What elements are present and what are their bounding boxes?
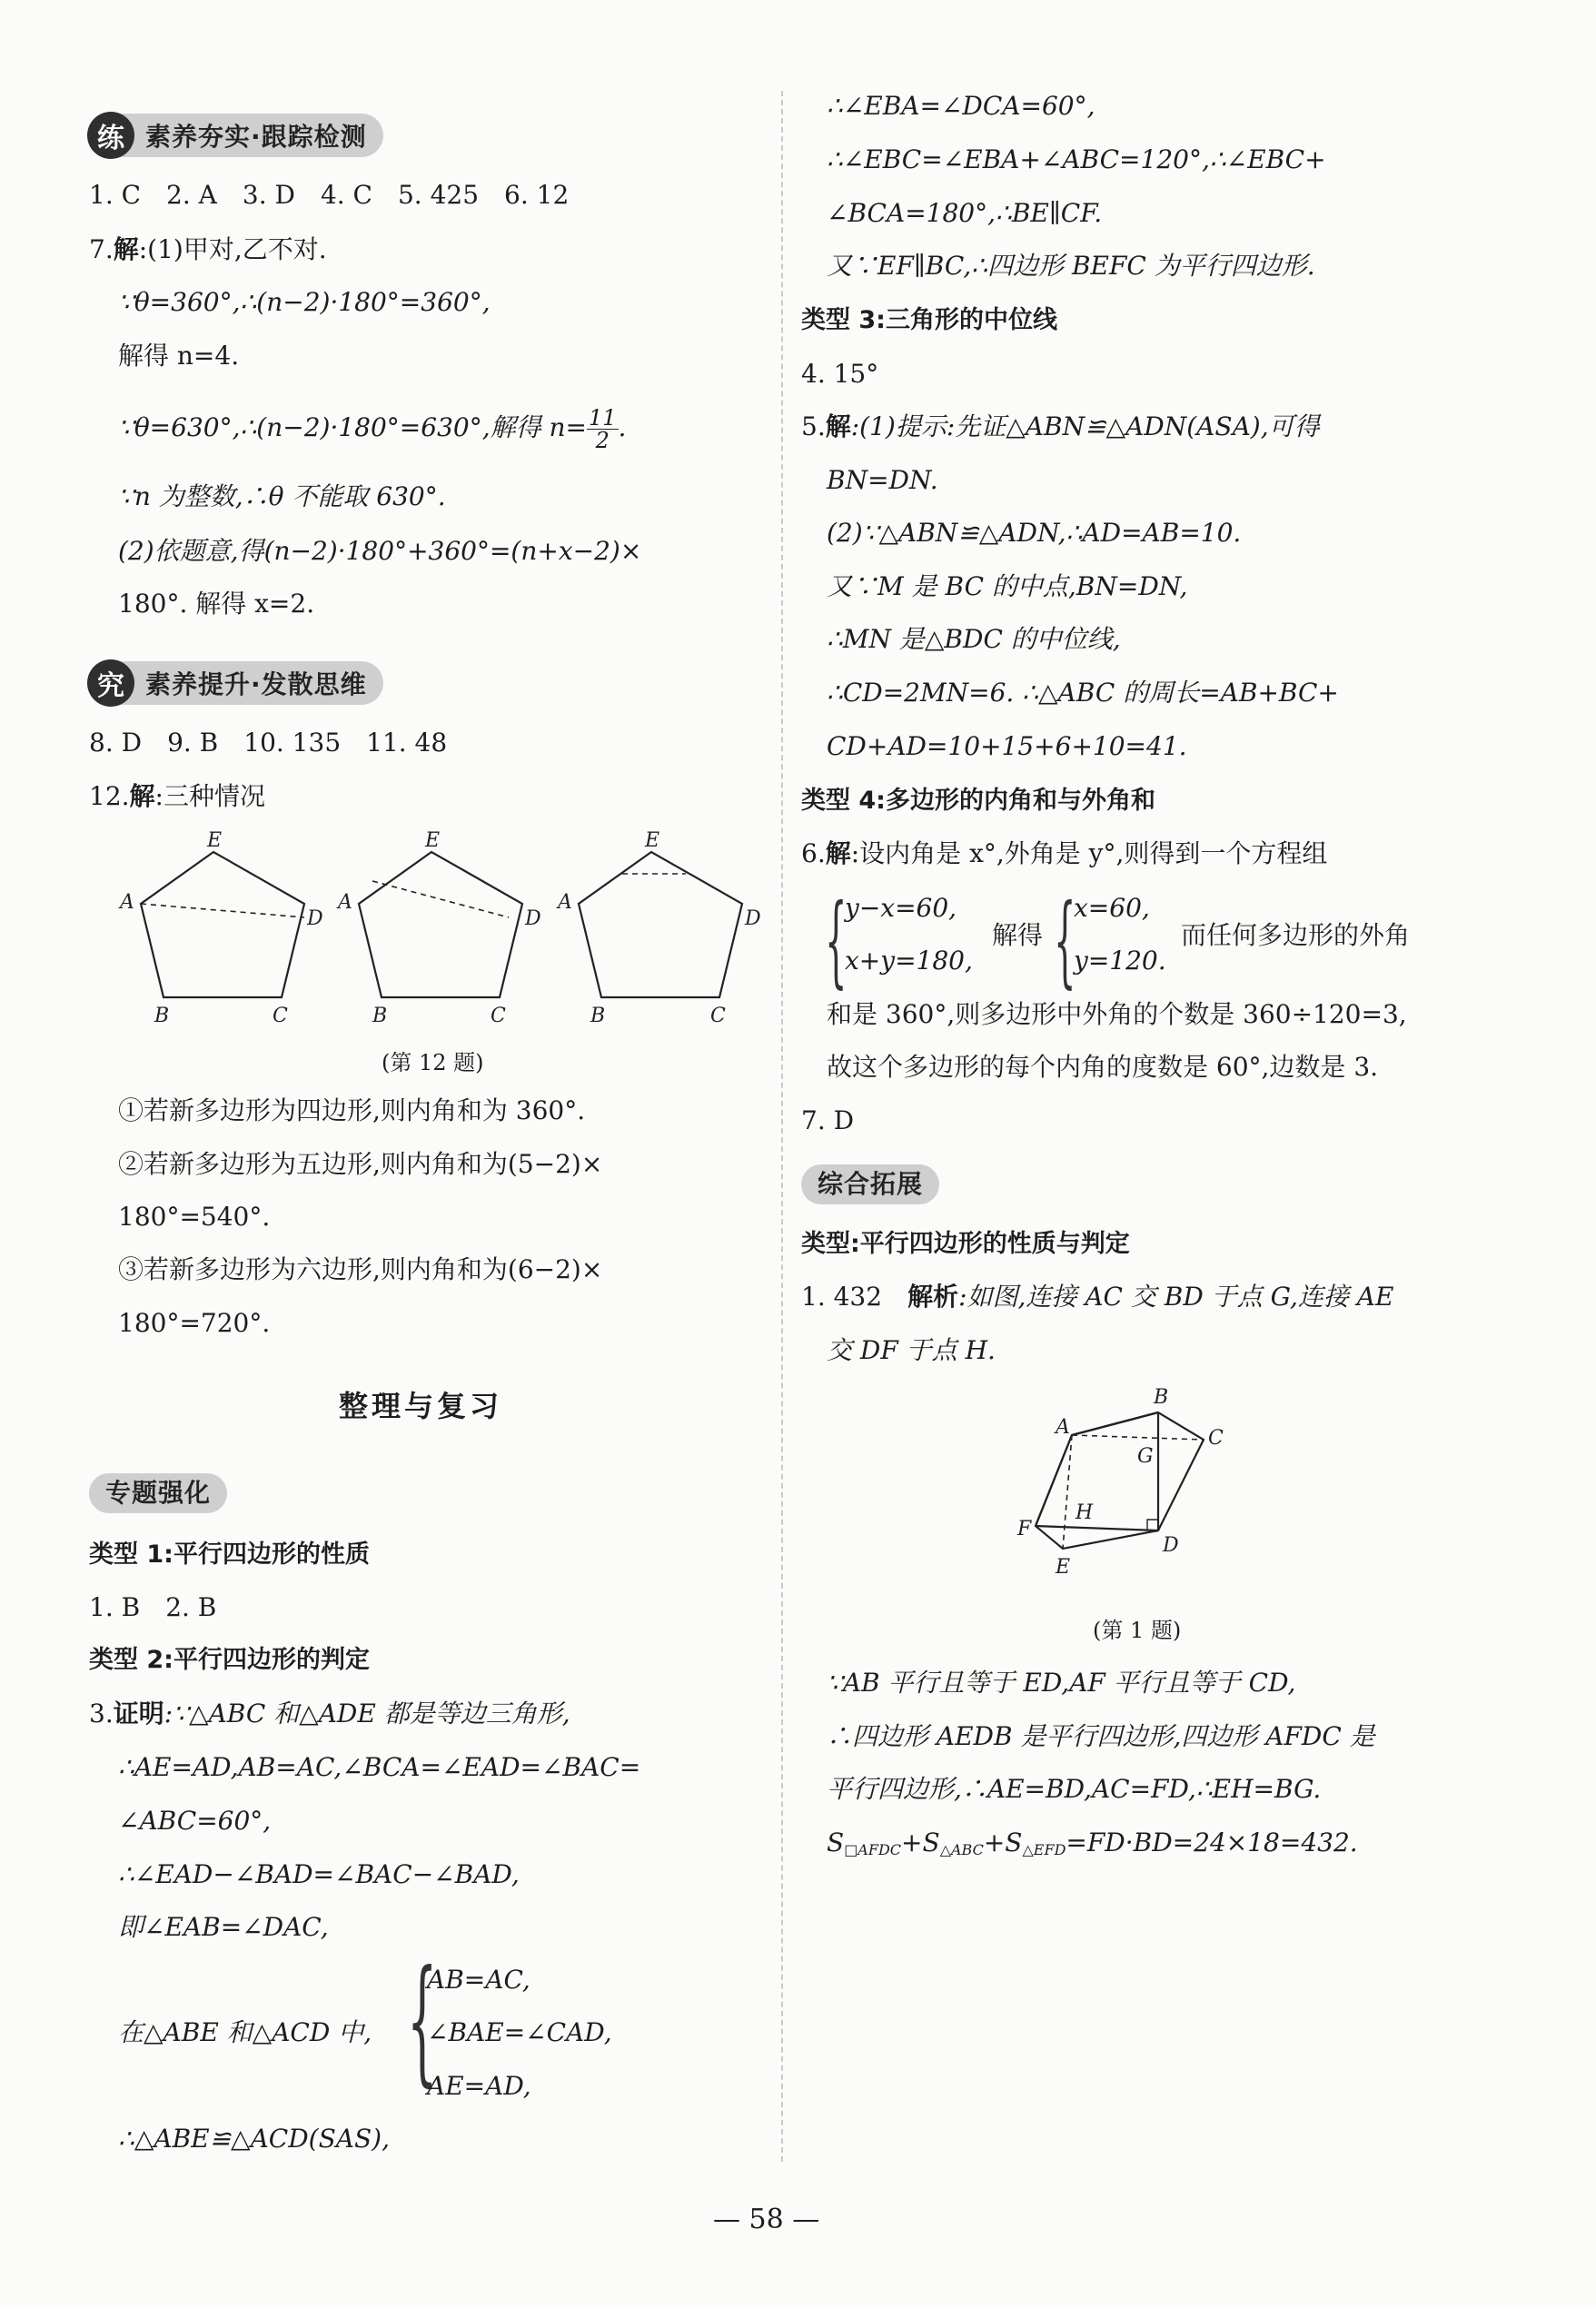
label-E: E xyxy=(207,829,223,852)
pill-topic-reinforce: 专题强化 xyxy=(89,1473,227,1513)
answers-type1: 1. B 2. B xyxy=(89,1592,217,1622)
label-D: D xyxy=(1163,1534,1179,1557)
right-angle-mark xyxy=(1147,1520,1158,1530)
q3-cont-1: ∴∠EBA=∠DCA=60°, xyxy=(827,91,1095,121)
pentagon-1 xyxy=(141,852,304,997)
banner-badge: 练 xyxy=(87,112,134,159)
label-C: C xyxy=(491,1005,506,1027)
banner-practice xyxy=(89,114,383,157)
page-number: — 58 — xyxy=(713,2204,820,2235)
label-D: D xyxy=(745,907,761,930)
q3-line: 3.证明:∵△ABC 和△ADE 都是等边三角形, xyxy=(89,1699,570,1729)
label-A: A xyxy=(338,891,352,914)
q5-step1: BN=DN. xyxy=(827,465,938,495)
q7-step4: ∵n 为整数,∴θ 不能取 630°. xyxy=(118,481,446,511)
q12-line: 12.解:三种情况 xyxy=(89,781,265,811)
pill-comprehensive: 综合拓展 xyxy=(801,1164,939,1204)
fraction: $\frac{11}{2}$ xyxy=(589,405,617,453)
answers-1-6: 1. C 2. A 3. D 4. C 5. 425 6. 12 xyxy=(89,180,570,210)
figure-12-caption: (第 12 题) xyxy=(382,1050,484,1075)
q7-part2: (2)依题意,得(n−2)·180°+360°=(n+x−2)× xyxy=(118,536,642,566)
q5-step2: (2)∵△ABN≌△ADN,∴AD=AB=10. xyxy=(827,518,1242,548)
q12-case2: ②若新多边形为五边形,则内角和为(5−2)× xyxy=(118,1149,603,1179)
q12-case2-result: 180°=540°. xyxy=(118,1202,271,1232)
q5-step4: ∴MN 是△BDC 的中位线, xyxy=(827,624,1121,654)
line-AC xyxy=(1072,1435,1204,1440)
equation-1b: x+y=180, xyxy=(845,946,973,976)
label-B: B xyxy=(1154,1386,1169,1409)
label-B: B xyxy=(372,1005,388,1027)
section-title-review: 整理与复习 xyxy=(339,1389,503,1423)
type-1-heading: 类型 1:平行四边形的性质 xyxy=(89,1540,370,1569)
figure-12-pentagons xyxy=(109,827,772,1031)
label-A: A xyxy=(1056,1416,1070,1439)
q3-cont-3: ∠BCA=180°,∴BE∥CF. xyxy=(827,198,1103,228)
pentagon-3 xyxy=(579,852,742,997)
answer-4: 4. 15° xyxy=(801,359,879,389)
label-E: E xyxy=(425,829,441,852)
banner-badge: 究 xyxy=(87,659,134,707)
column-divider xyxy=(781,91,783,2162)
q1-step5: $S_{□AFDC}+S_{\triangle ABC}+S_{\triangle EFD}=FD\cdot BD=24\times 18=432$. xyxy=(827,1828,1358,1858)
system-row-3: AE=AD, xyxy=(427,2071,531,2101)
type-4-heading: 类型 4:多边形的内角和与外角和 xyxy=(801,787,1155,815)
label-E: E xyxy=(645,829,660,852)
q5-step5: ∴CD=2MN=6. ∴△ABC 的周长=AB+BC+ xyxy=(827,678,1339,708)
q7-line: 7.解:(1)甲对,乙不对. xyxy=(89,234,327,264)
system-brace: { xyxy=(407,1942,438,2100)
q1-line: 1. 432 解析:如图,连接 AC 交 BD 于点 G,连接 AE xyxy=(801,1282,1394,1312)
label-G: G xyxy=(1137,1445,1154,1468)
q7-step3: ∵θ=630°,∴(n−2)·180°=630°,解得 n= $\frac{11}{2}$ . xyxy=(118,405,627,453)
q1-step3: ∴四边形 AEDB 是平行四边形,四边形 AFDC 是 xyxy=(827,1721,1375,1751)
system-row-1: AB=AC, xyxy=(427,1965,530,1995)
equation-2a: x=60, xyxy=(1074,893,1150,923)
type-5-heading: 类型:平行四边形的性质与判定 xyxy=(801,1230,1130,1258)
label-D: D xyxy=(307,907,323,930)
q5-line: 5.解:(1)提示:先证△ABN≌△ADN(ASA),可得 xyxy=(801,411,1320,441)
q3-cont-4: 又∵EF∥BC,∴四边形 BEFC 为平行四边形. xyxy=(827,251,1315,281)
banner-extend xyxy=(89,661,383,705)
line-FD xyxy=(1036,1526,1158,1530)
q3-step1: ∴AE=AD,AB=AC,∠BCA=∠EAD=∠BAC= xyxy=(118,1752,641,1782)
q1-step4: 平行四边形,∴AE=BD,AC=FD,∴EH=BG. xyxy=(827,1774,1322,1804)
equation-tail: 而任何多边形的外角 xyxy=(1181,920,1411,950)
q12-case3-result: 180°=720°. xyxy=(118,1308,271,1338)
q5-step3: 又∵M 是 BC 的中点,BN=DN, xyxy=(827,571,1188,601)
q6-line: 6.解:设内角是 x°,外角是 y°,则得到一个方程组 xyxy=(801,838,1328,868)
q1-step2: ∵AB 平行且等于 ED,AF 平行且等于 CD, xyxy=(827,1668,1296,1698)
label-B: B xyxy=(154,1005,170,1027)
q3-congruent: ∴△ABE≌△ACD(SAS), xyxy=(118,2124,391,2154)
q5-step6: CD+AD=10+15+6+10=41. xyxy=(827,731,1187,761)
label-B: B xyxy=(590,1005,606,1027)
q6-step2: 和是 360°,则多边形中外角的个数是 360÷120=3, xyxy=(827,999,1407,1029)
equation-brace-1: { xyxy=(825,882,848,998)
pentagon-2 xyxy=(359,852,522,997)
label-A: A xyxy=(120,891,134,914)
q7-step2: 解得 n=4. xyxy=(118,341,240,371)
banner-text: 素养提升·发散思维 xyxy=(145,669,367,699)
q12-case3: ③若新多边形为六边形,则内角和为(6−2)× xyxy=(118,1254,603,1284)
q7-step1: ∵θ=360°,∴(n−2)·180°=360°, xyxy=(118,287,491,317)
label-C: C xyxy=(710,1005,726,1027)
system-prefix: 在△ABE 和△ACD 中, xyxy=(118,2017,372,2047)
type-3-heading: 类型 3:三角形的中位线 xyxy=(801,306,1057,334)
q3-step3: ∴∠EAD−∠BAD=∠BAC−∠BAD, xyxy=(118,1859,520,1889)
label-A: A xyxy=(558,891,572,914)
q6-step3: 故这个多边形的每个内角的度数是 60°,边数是 3. xyxy=(827,1052,1379,1082)
label-D: D xyxy=(525,907,541,930)
label-C: C xyxy=(273,1005,288,1027)
q3-step2: ∠ABC=60°, xyxy=(118,1806,272,1836)
q3-cont-2: ∴∠EBC=∠EBA+∠ABC=120°,∴∠EBC+ xyxy=(827,144,1326,174)
figure-1-parallelograms xyxy=(999,1381,1290,1590)
label-F: F xyxy=(1017,1518,1032,1540)
q12-case1: ①若新多边形为四边形,则内角和为 360°. xyxy=(118,1095,586,1125)
system-row-2: ∠BAE=∠CAD, xyxy=(427,2017,612,2047)
figure-1-caption: (第 1 题) xyxy=(1093,1618,1182,1643)
line-AB xyxy=(1072,1412,1158,1435)
answer-7: 7. D xyxy=(801,1105,855,1135)
type-2-heading: 类型 2:平行四边形的判定 xyxy=(89,1646,370,1674)
q1-step1: 交 DF 于点 H. xyxy=(827,1335,996,1365)
q3-step4: 即∠EAB=∠DAC, xyxy=(118,1912,329,1942)
equation-1a: y−x=60, xyxy=(845,893,957,923)
equation-2b: y=120. xyxy=(1074,946,1166,976)
line-AF xyxy=(1036,1435,1072,1526)
label-E: E xyxy=(1056,1556,1071,1579)
banner-text: 素养夯实·跟踪检测 xyxy=(145,122,367,152)
equation-solve-word: 解得 xyxy=(992,920,1044,950)
label-H: H xyxy=(1076,1501,1094,1524)
label-C: C xyxy=(1208,1427,1224,1450)
q7-part2-result: 180°. 解得 x=2. xyxy=(118,589,315,619)
answers-8-11: 8. D 9. B 10. 135 11. 48 xyxy=(89,728,448,758)
equation-brace-2: { xyxy=(1054,882,1076,998)
